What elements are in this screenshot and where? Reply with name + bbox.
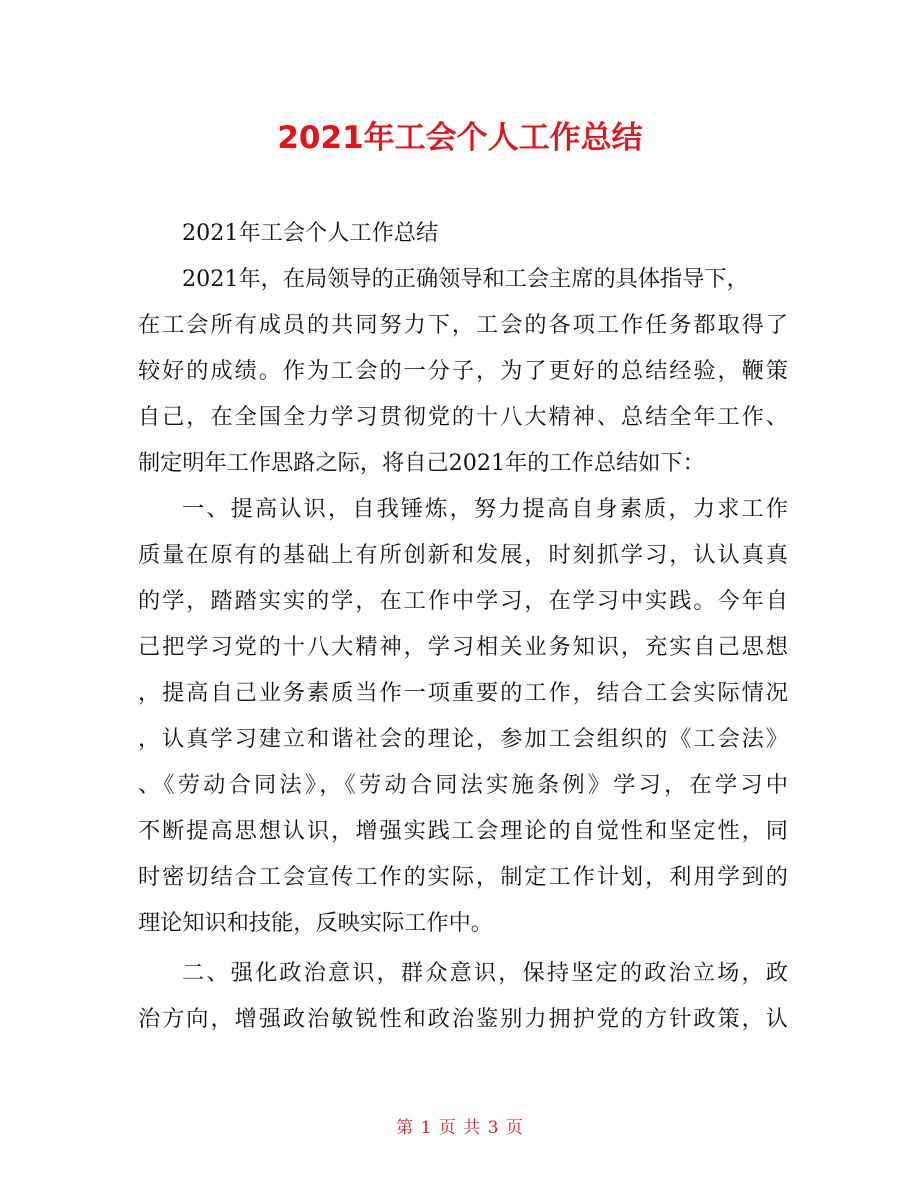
paragraph-2-line-4: 己把学习党的十八大精神，学习相关业务知识，充实自己思想 bbox=[138, 634, 788, 660]
paragraph-1-line-1: 2021年，在局领导的正确领导和工会主席的具体指导下， bbox=[182, 266, 749, 292]
paragraph-3-line-1: 二、强化政治意识，群众意识，保持坚定的政治立场，政 bbox=[182, 960, 788, 986]
paragraph-1-line-5: 制定明年工作思路之际，将自己2021年的工作总结如下： bbox=[138, 450, 705, 476]
paragraph-2-line-7: 、《劳动合同法》，《劳动合同法实施条例》学习，在学习中 bbox=[138, 772, 788, 798]
paragraph-2-line-9: 时密切结合工会宣传工作的实际，制定工作计划，利用学到的 bbox=[138, 864, 788, 890]
paragraph-1-line-4: 自己，在全国全力学习贯彻党的十八大精神、总结全年工作、 bbox=[138, 404, 788, 430]
paragraph-2-line-5: ，提高自己业务素质当作一项重要的工作，结合工会实际情况 bbox=[138, 680, 788, 706]
document-body bbox=[138, 210, 788, 1042]
paragraph-2-line-1: 一、提高认识，自我锤炼，努力提高自身素质，力求工作 bbox=[182, 496, 788, 522]
paragraph-2-line-8: 不断提高思想认识，增强实践工会理论的自觉性和坚定性，同 bbox=[138, 818, 788, 844]
paragraph-2-line-3: 的学，踏踏实实的学，在工作中学习，在学习中实践。今年自 bbox=[138, 588, 788, 614]
paragraph-3-line-2: 治方向，增强政治敏锐性和政治鉴别力拥护党的方针政策，认 bbox=[138, 1006, 788, 1032]
paragraph-1-line-3: 较好的成绩。作为工会的一分子，为了更好的总结经验，鞭策 bbox=[138, 358, 788, 384]
paragraph-2-line-6: ，认真学习建立和谐社会的理论，参加工会组织的《工会法》 bbox=[138, 726, 788, 752]
paragraph-1-line-2: 在工会所有成员的共同努力下，工会的各项工作任务都取得了 bbox=[138, 312, 788, 338]
paragraph-2-line-2: 质量在原有的基础上有所创新和发展，时刻抓学习，认认真真 bbox=[138, 542, 788, 568]
subtitle-line: 2021年工会个人工作总结 bbox=[182, 220, 439, 246]
page-footer bbox=[0, 1113, 920, 1138]
document-title: 2021年工会个人工作总结 bbox=[277, 120, 643, 156]
paragraph-2-line-10: 理论知识和技能，反映实际工作中。 bbox=[138, 910, 493, 936]
page-number-label: 第 1 页 共 3 页 bbox=[396, 1118, 524, 1138]
